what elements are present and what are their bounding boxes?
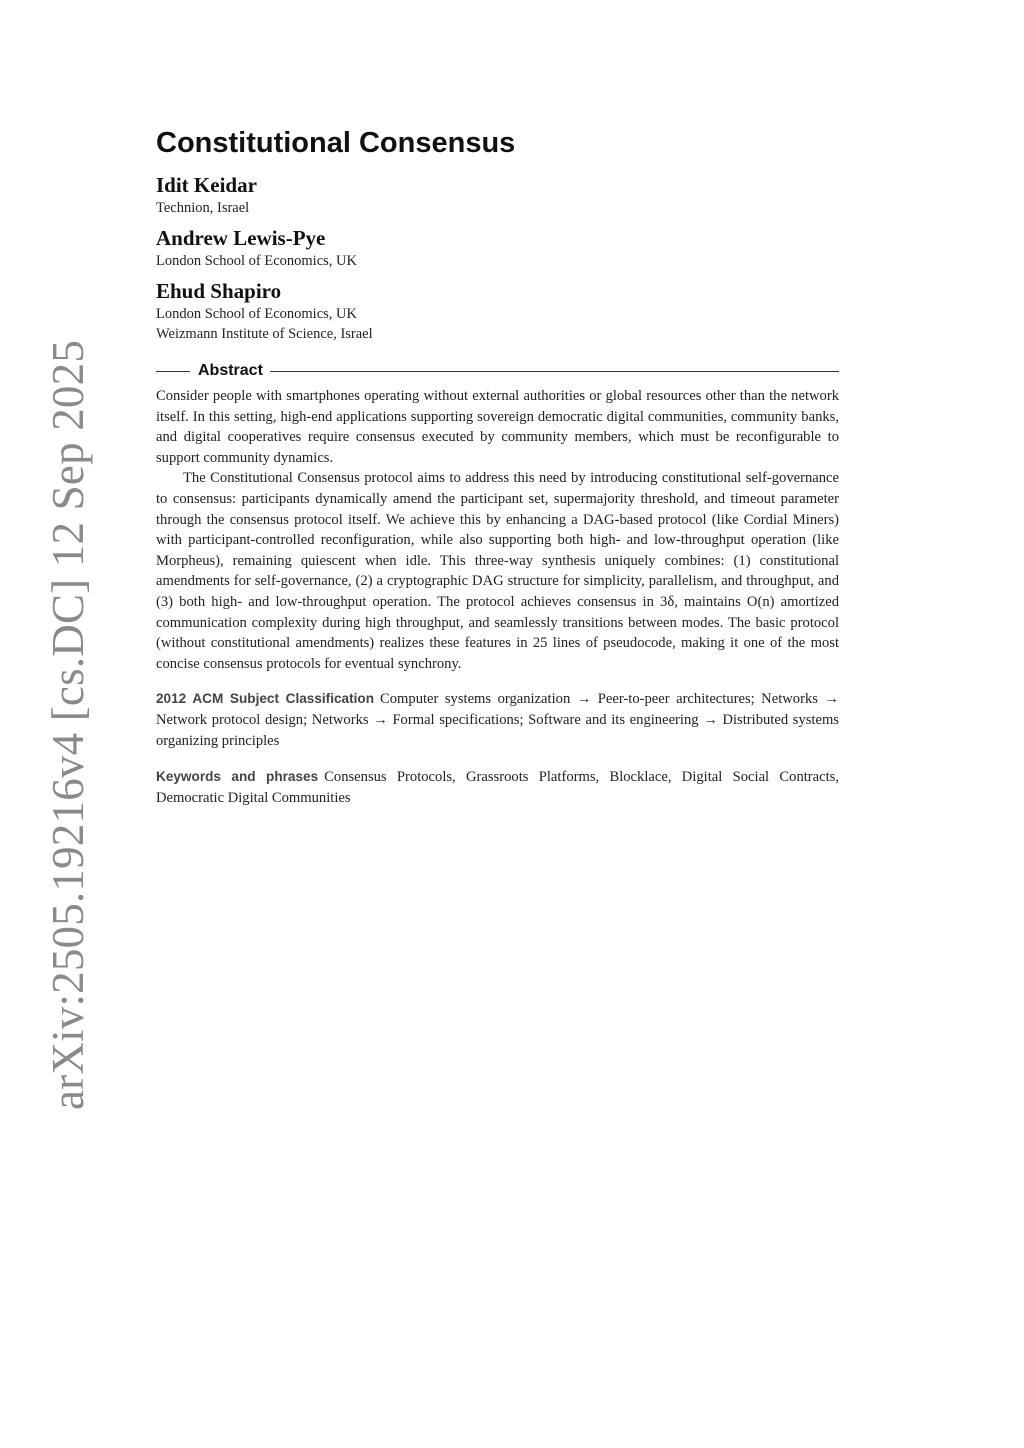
acm-classification-label: 2012 ACM Subject Classification bbox=[156, 691, 375, 707]
acm-classification-text: Computer systems organization → Peer-to-peer architectures; Networks → Network protocol design; Networks → Formal specifications; Software and its engineering → Distributed systems organizing principles bbox=[156, 691, 839, 750]
author-affiliation: Technion, Israel bbox=[156, 200, 250, 216]
acm-classification bbox=[156, 688, 839, 752]
author-affiliation: London School of Economics, UK bbox=[156, 253, 357, 269]
abstract-heading-rule bbox=[156, 362, 839, 380]
abstract-paragraph: The Constitutional Consensus protocol aims to address this need by introducing constitutional self-governance to consensus: participants dynamically amend the participant set, supermajority threshold, and timeout parameter through the consensus protocol itself. We achieve this by enhancing a DAG-based protocol (like Cordial Miners) with participant-controlled reconfiguration, while also supporting both high- and low-throughput operation (like Morpheus), remaining quiescent when idle. This three-way synthesis uniquely combines: (1) constitutional amendments for self-governance, (2) a cryptographic DAG structure for simplicity, parallelism, and throughput, and (3) both high- and low-throughput operation. The protocol achieves consensus in 3δ, maintains O(n) amortized communication complexity during high throughput, and seamlessly transitions between modes. The basic protocol (without constitutional amendments) realizes these features in 25 lines of pseudocode, making it one of the most concise consensus protocols for eventual synchrony. bbox=[156, 470, 839, 672]
author-name: Idit Keidar bbox=[156, 173, 257, 197]
rule-line bbox=[270, 371, 839, 372]
author-affiliation: London School of Economics, UK bbox=[156, 306, 357, 322]
author-name: Ehud Shapiro bbox=[156, 279, 282, 303]
abstract-heading: Abstract bbox=[198, 362, 263, 379]
author-block bbox=[156, 172, 839, 218]
keywords-text: Consensus Protocols, Grassroots Platforms, Blocklace, Digital Social Contracts, Democratic Digital Communities bbox=[156, 769, 840, 807]
author-name: Andrew Lewis-Pye bbox=[156, 226, 326, 250]
abstract-paragraph: Consider people with smartphones operating without external authorities or global resources other than the network itself. In this setting, high-end applications supporting sovereign democratic digital communities, community banks, and digital cooperatives require consensus executed by community members, which must be reconfigurable to support community dynamics. bbox=[156, 388, 839, 466]
keywords bbox=[156, 766, 839, 809]
author-block bbox=[156, 225, 839, 271]
rule-line bbox=[156, 371, 190, 372]
arxiv-identifier-stamp: arXiv:2505.19216v4 [cs.DC] 12 Sep 2025 bbox=[43, 339, 93, 1111]
paper-title: Constitutional Consensus bbox=[156, 127, 516, 159]
author-block bbox=[156, 278, 839, 344]
author-affiliation: Weizmann Institute of Science, Israel bbox=[156, 326, 373, 342]
keywords-label: Keywords and phrases bbox=[156, 769, 319, 785]
paper-front-page bbox=[156, 124, 839, 809]
